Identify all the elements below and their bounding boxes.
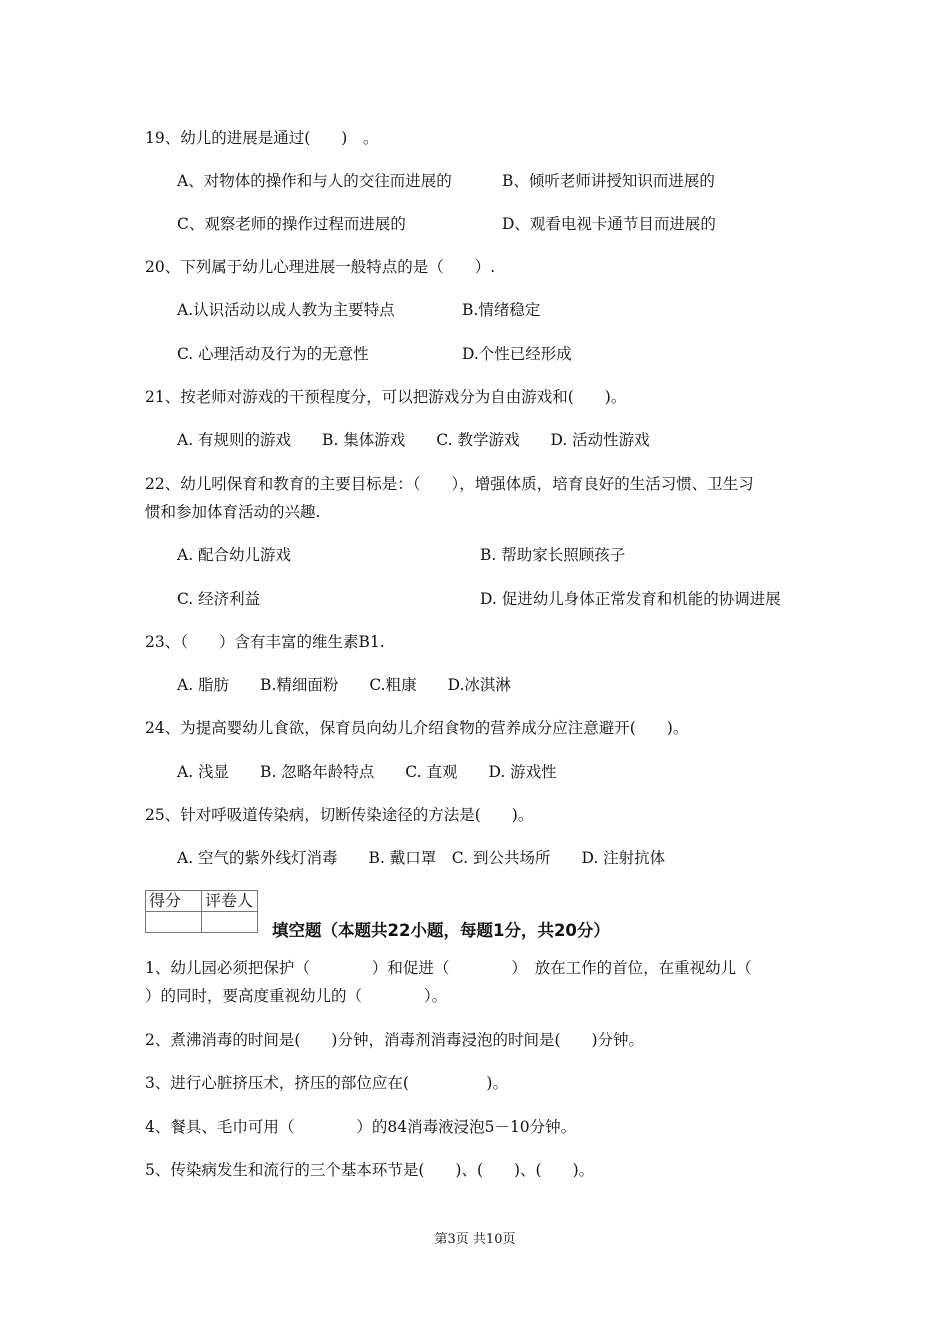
page-footer: 第3页 共10页 <box>434 1232 516 1247</box>
question-19-option-c: C、观察老师的操作过程而进展的 <box>177 215 406 233</box>
question-22-option-d: D. 促进幼儿身体正常发育和机能的协调进展 <box>480 590 781 608</box>
fill-question-4: 4、餐具、毛巾可用（ ）的84消毒液浸泡5－10分钟。 <box>145 1118 577 1136</box>
question-25-stem: 25、针对呼吸道传染病，切断传染途径的方法是( )。 <box>145 806 534 824</box>
question-24-options: A. 浅显 B. 忽略年龄特点 C. 直观 D. 游戏性 <box>177 763 557 781</box>
question-22-stem-continued: 惯和参加体育活动的兴趣. <box>145 503 321 521</box>
question-22-option-c: C. 经济利益 <box>177 590 261 608</box>
grader-cell <box>202 912 258 933</box>
fill-question-5: 5、传染病发生和流行的三个基本环节是( )、( )、( )。 <box>145 1161 595 1179</box>
score-label: 得分 <box>146 891 202 912</box>
question-19-option-a: A、对物体的操作和与人的交往而进展的 <box>177 172 452 190</box>
question-25-options: A. 空气的紫外线灯消毒 B. 戴口罩 C. 到公共场所 D. 注射抗体 <box>177 849 666 867</box>
question-19-stem: 19、幼儿的进展是通过( ) 。 <box>145 129 379 147</box>
question-23-options: A. 脂肪 B.精细面粉 C.粗康 D.冰淇淋 <box>177 676 511 694</box>
question-22-option-a: A. 配合幼儿游戏 <box>177 546 292 564</box>
question-20-option-a: A.认识活动以成人教为主要特点 <box>177 301 395 319</box>
section-title: 填空题（本题共22小题，每题1分，共20分） <box>272 921 610 940</box>
question-20-option-c: C. 心理活动及行为的无意性 <box>177 345 369 363</box>
fill-question-2: 2、煮沸消毒的时间是( )分钟，消毒剂消毒浸泡的时间是( )分钟。 <box>145 1031 645 1049</box>
question-20-stem: 20、下列属于幼儿心理进展一般特点的是（ ）. <box>145 258 496 276</box>
question-23-stem: 23、（ ）含有丰富的维生素B1. <box>145 633 385 651</box>
score-cell <box>146 912 202 933</box>
fill-question-1-continued: ）的同时，要高度重视幼儿的（ ）。 <box>145 987 448 1005</box>
score-table <box>145 890 258 933</box>
question-22-option-b: B. 帮助家长照顾孩子 <box>480 546 626 564</box>
question-21-options: A. 有规则的游戏 B. 集体游戏 C. 教学游戏 D. 活动性游戏 <box>177 431 650 449</box>
question-24-stem: 24、为提高婴幼儿食欲，保育员向幼儿介绍食物的营养成分应注意避开( )。 <box>145 719 689 737</box>
fill-question-1: 1、幼儿园必须把保护（ ）和促进（ ） 放在工作的首位，在重视幼儿（ <box>145 959 752 977</box>
question-20-option-b: B.情绪稳定 <box>462 301 541 319</box>
question-22-stem: 22、幼儿吲保育和教育的主要目标是：（ ），增强体质，培育良好的生活习惯、卫生习 <box>145 475 754 493</box>
question-20-option-d: D.个性已经形成 <box>462 345 572 363</box>
fill-question-3: 3、进行心脏挤压术，挤压的部位应在( )。 <box>145 1074 508 1092</box>
question-19-option-d: D、观看电视卡通节目而进展的 <box>502 215 716 233</box>
question-21-stem: 21、按老师对游戏的干预程度分，可以把游戏分为自由游戏和( )。 <box>145 388 627 406</box>
grader-label: 评卷人 <box>202 891 258 912</box>
question-19-option-b: B、倾听老师讲授知识而进展的 <box>502 172 715 190</box>
